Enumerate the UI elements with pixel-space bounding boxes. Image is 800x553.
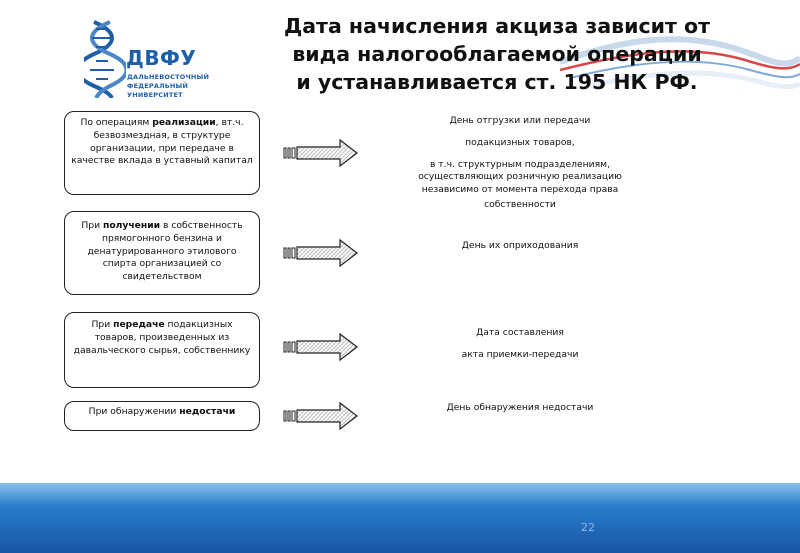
slide-title [232, 12, 762, 96]
result-text: подакцизных товаров, [465, 137, 575, 148]
box-text: При [91, 319, 114, 330]
footer-band [0, 483, 800, 553]
operation-box-transfer [64, 312, 260, 388]
result-text: День обнаружения недостачи [446, 402, 594, 413]
operation-box-receipt [64, 211, 260, 295]
footer-highlight [0, 483, 800, 505]
title-line: Дата начисления акциза зависит от [283, 14, 711, 38]
title-line: и устанавливается ст. 195 НК РФ. [296, 70, 698, 94]
result-text: осуществляющих розничную реализацию [418, 171, 622, 182]
logo-subtitle-line: УНИВЕРСИТЕТ [127, 91, 183, 99]
box-text-bold: передаче [113, 319, 165, 330]
result-text: независимо от момента перехода права [421, 184, 619, 195]
page-number: 22 [581, 521, 595, 534]
result-text: акта приемки-передачи [461, 349, 579, 360]
right-arrow-icon [282, 238, 362, 268]
box-text: По операциям [80, 117, 153, 128]
box-text: При [81, 220, 103, 231]
box-text-bold: недостачи [179, 406, 236, 417]
result-text: День отгрузки или передачи [449, 115, 591, 126]
result-text: собственности [484, 199, 556, 210]
box-text: подакцизных товаров, произведенных из давальческого сырья, собственнику [73, 319, 251, 356]
result-text: Дата составления [476, 327, 564, 338]
right-arrow-icon [282, 332, 362, 362]
right-arrow-icon [282, 401, 362, 431]
title-line: вида налогооблагаемой операции [292, 42, 702, 66]
result-text: в т.ч. структурным подразделениям, [429, 159, 611, 170]
logo-abbreviation: ДВФУ [126, 46, 197, 70]
right-arrow-icon [282, 138, 362, 168]
box-text-bold: получении [102, 220, 161, 231]
logo-subtitle-line: ФЕДЕРАЛЬНЫЙ [127, 82, 189, 90]
box-text: , вт.ч. безвозмездная, в структуре организации, при передаче в качестве вклада в уставный капитал [71, 117, 253, 167]
logo-subtitle-line: ДАЛЬНЕВОСТОЧНЫЙ [127, 73, 210, 81]
operation-box-shortage [64, 401, 260, 431]
dvfu-logo [84, 18, 214, 98]
result-text: День их оприходования [461, 240, 579, 251]
box-text: в собственность прямогонного бензина и денатурированного этилового спирта организацией со свидетельством [87, 220, 243, 283]
box-text: При обнаружении [88, 406, 180, 417]
operation-box-sale [64, 111, 260, 195]
box-text-bold: реализации [152, 117, 216, 128]
dna-helix-icon [84, 18, 126, 98]
